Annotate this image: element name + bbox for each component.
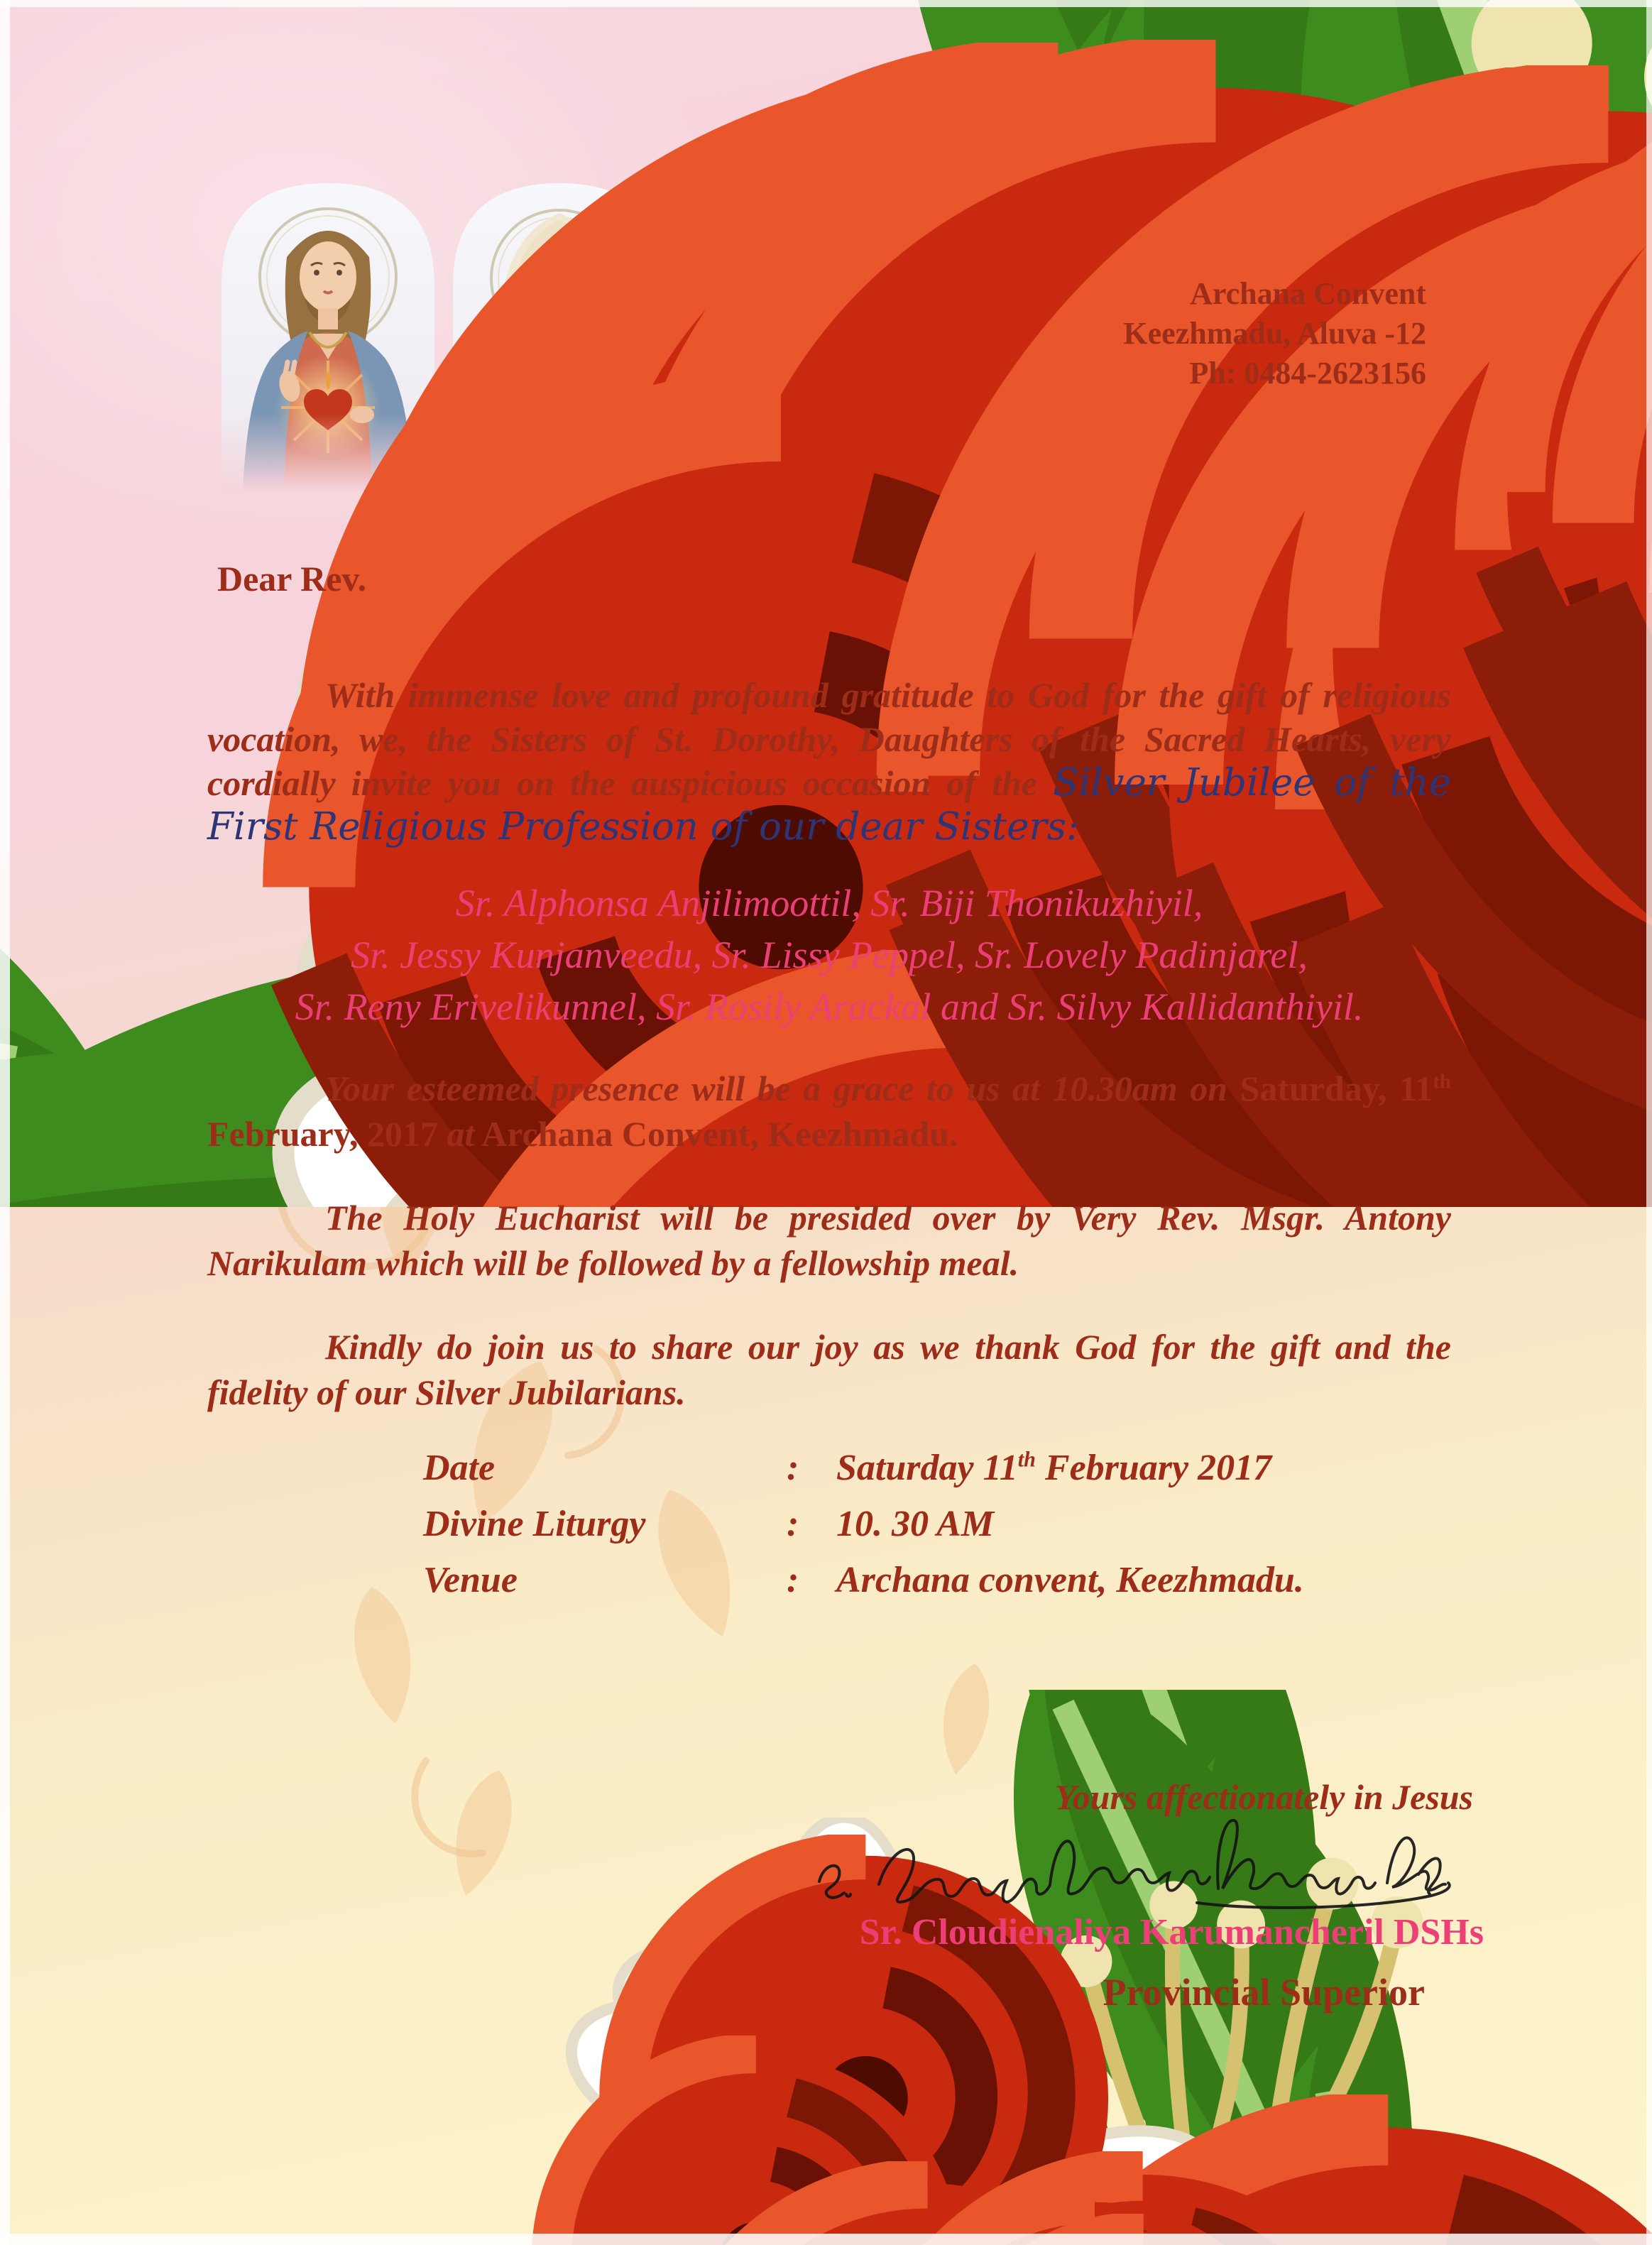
convent-address-line: Keezhmadu, Aluva -12 [1123,316,1426,351]
jubilarian-names-line-3: Sr. Reny Erivelikunnel, Sr. Rosily Arackal and Sr. Silvy Kallidanthiyil. [295,985,1364,1028]
paragraph-2-run-3: February, 2017 [207,1114,447,1154]
body-paragraph-3: The Holy Eucharist will be presided over by Very Rev. Msgr. Antony Narikulam which will be followed by a fellowship meal. [207,1198,1451,1283]
signatory-name: Sr. Cloudienaliya Karumancheril DSHs [859,1912,1484,1952]
detail-label-date: Date [423,1448,496,1488]
paragraph-2-run-1: Your esteemed presence will be a grace to us at 10.30am on [325,1069,1240,1108]
detail-colon: : [787,1504,799,1544]
paragraph-2-run-2: Saturday, 11 [1240,1069,1433,1108]
paragraph-2-ordinal: th [1433,1070,1452,1093]
scan-edge-left [0,0,10,2245]
detail-row-liturgy [423,1496,1304,1552]
detail-label-liturgy: Divine Liturgy [423,1504,646,1544]
convent-phone-line: Ph: 0484-2623156 [1189,356,1426,390]
convent-name: Archana Convent [1190,276,1426,311]
detail-value-date: Saturday 11th February 2017 [836,1447,1272,1488]
scan-edge-bottom [0,2234,1652,2245]
detail-colon: : [787,1448,799,1488]
body-paragraph-1 [207,673,1451,849]
detail-row-date [423,1440,1304,1496]
body-paragraph-4: Kindly do join us to share our joy as we thank God for the gift and the fidelity of our Silver Jubilarians. [207,1327,1451,1412]
valediction: Yours affectionately in Jesus [1054,1777,1473,1817]
letter-body [207,673,1451,1415]
paragraph-2-run-4: at [447,1114,475,1154]
letterhead-address [1123,274,1426,393]
body-paragraph-2 [207,1066,1451,1157]
detail-value-liturgy: 10. 30 AM [836,1504,994,1544]
paragraph-1-main: With immense love and profound gratitude to God for the gift of religious vocation, we, the Sisters of St. Dorothy, Daughters of the Sacred Hearts, very cordially invite you on the auspicious occasion of the [207,675,1451,803]
jubilarian-names-list [207,878,1451,1033]
scan-edge-top [0,0,1652,7]
rose-border-bottom [0,1690,1652,2245]
detail-value-venue: Archana convent, Keezhmadu. [836,1560,1304,1600]
signatory-title: Provincial Superior [1103,1971,1425,2014]
detail-colon: : [787,1560,799,1600]
detail-label-venue: Venue [423,1560,518,1600]
salutation: Dear Rev. [217,559,367,599]
detail-row-venue [423,1552,1304,1608]
event-details [423,1440,1304,1608]
jubilarian-names-line-2: Sr. Jessy Kunjanveedu, Sr. Lissy Peppel, Sr. Lovely Padinjarel, [351,934,1308,976]
paragraph-2-run-5: Archana Convent, Keezhmadu. [474,1114,958,1154]
jubilarian-names-line-1: Sr. Alphonsa Anjilimoottil, Sr. Biji Thonikuzhiyil, [455,882,1203,924]
paragraph-1-jubilee-accent: Silver Jubilee of the First Religious Profession of our dear Sisters: [207,761,1451,848]
scan-edge-right [1646,0,1652,2245]
